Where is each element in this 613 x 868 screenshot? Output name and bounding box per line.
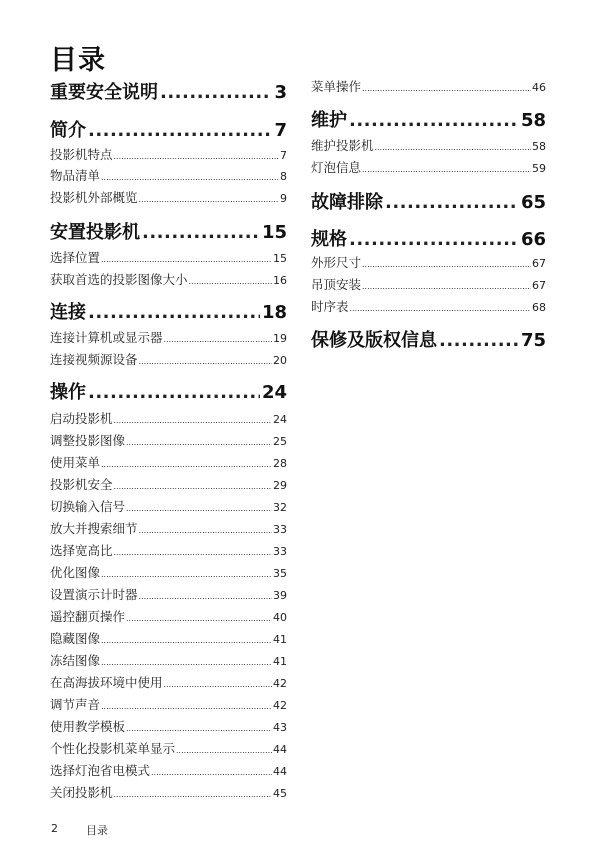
toc-entry-label: 优化图像 bbox=[50, 565, 101, 580]
toc-dot-leader bbox=[350, 304, 531, 313]
toc-dot-leader bbox=[439, 330, 519, 351]
toc-dot-leader bbox=[362, 84, 531, 93]
toc-dot-leader bbox=[126, 724, 272, 733]
toc-section-entry[interactable] bbox=[50, 453, 287, 471]
toc-entry-page-number: 24 bbox=[261, 382, 287, 403]
toc-dot-leader bbox=[362, 282, 531, 291]
toc-entry-label: 启动投影机 bbox=[50, 411, 113, 426]
toc-entry-page-number: 41 bbox=[273, 633, 287, 646]
toc-entry-label: 选择位置 bbox=[50, 250, 101, 265]
toc-entry-page-number: 18 bbox=[261, 302, 287, 323]
toc-entry-page-number: 15 bbox=[273, 252, 287, 265]
toc-entry-page-number: 9 bbox=[280, 192, 287, 205]
toc-dot-leader bbox=[101, 702, 272, 711]
toc-entry-label: 外形尺寸 bbox=[311, 255, 362, 270]
toc-entry-page-number: 15 bbox=[261, 222, 287, 243]
toc-entry-page-number: 45 bbox=[273, 787, 287, 800]
toc-chapter-entry[interactable] bbox=[311, 106, 546, 132]
toc-dot-leader bbox=[114, 152, 279, 161]
toc-dot-leader bbox=[88, 302, 260, 323]
toc-dot-leader bbox=[139, 526, 272, 535]
toc-entry-label: 投影机外部概览 bbox=[50, 190, 138, 205]
toc-entry-label: 使用菜单 bbox=[50, 455, 101, 470]
toc-entry-page-number: 8 bbox=[280, 170, 287, 183]
toc-dot-leader bbox=[101, 570, 272, 579]
toc-dot-leader bbox=[139, 357, 272, 366]
toc-entry-label: 保修及版权信息 bbox=[311, 330, 437, 351]
toc-entry-page-number: 25 bbox=[273, 435, 287, 448]
toc-entry-label: 获取首选的投影图像大小 bbox=[50, 272, 188, 287]
toc-dot-leader bbox=[385, 192, 519, 213]
toc-entry-page-number: 44 bbox=[273, 743, 287, 756]
toc-entry-label: 冻结图像 bbox=[50, 653, 101, 668]
toc-section-entry[interactable] bbox=[50, 328, 287, 346]
toc-entry-page-number: 46 bbox=[532, 81, 546, 94]
toc-entry-page-number: 20 bbox=[273, 354, 287, 367]
toc-section-entry[interactable] bbox=[50, 607, 287, 625]
toc-section-entry[interactable] bbox=[50, 166, 287, 184]
toc-entry-label: 在高海拔环境中使用 bbox=[50, 675, 163, 690]
toc-entry-label: 故障排除 bbox=[311, 192, 383, 213]
toc-dot-leader bbox=[176, 746, 272, 755]
toc-entry-page-number: 39 bbox=[273, 589, 287, 602]
toc-dot-leader bbox=[151, 768, 272, 777]
toc-entry-page-number: 42 bbox=[273, 699, 287, 712]
toc-dot-leader bbox=[88, 120, 272, 141]
toc-dot-leader bbox=[126, 614, 272, 623]
toc-entry-page-number: 33 bbox=[273, 523, 287, 536]
toc-entry-label: 吊顶安装 bbox=[311, 277, 362, 292]
toc-entry-page-number: 58 bbox=[520, 110, 546, 131]
toc-entry-label: 切换输入信号 bbox=[50, 499, 126, 514]
toc-entry-label: 个性化投影机菜单显示 bbox=[50, 741, 176, 756]
toc-entry-label: 安置投影机 bbox=[50, 222, 140, 243]
toc-entry-label: 选择宽高比 bbox=[50, 543, 113, 558]
toc-dot-leader bbox=[139, 592, 272, 601]
toc-chapter-entry[interactable] bbox=[50, 218, 287, 244]
toc-entry-label: 时序表 bbox=[311, 299, 349, 314]
toc-entry-label: 重要安全说明 bbox=[50, 82, 158, 103]
toc-section-entry[interactable] bbox=[50, 497, 287, 515]
toc-section-entry[interactable] bbox=[50, 673, 287, 691]
page-title: 目录 bbox=[50, 45, 106, 76]
toc-dot-leader bbox=[101, 658, 272, 667]
toc-chapter-entry[interactable] bbox=[50, 116, 287, 142]
toc-entry-label: 隐藏图像 bbox=[50, 631, 101, 646]
toc-entry-page-number: 68 bbox=[532, 301, 546, 314]
toc-entry-page-number: 67 bbox=[532, 279, 546, 292]
toc-dot-leader bbox=[88, 382, 260, 403]
toc-entry-label: 投影机特点 bbox=[50, 147, 113, 162]
toc-section-entry[interactable] bbox=[50, 585, 287, 603]
toc-entry-page-number: 41 bbox=[273, 655, 287, 668]
toc-dot-leader bbox=[114, 416, 272, 425]
toc-section-entry[interactable] bbox=[50, 563, 287, 581]
toc-section-entry[interactable] bbox=[50, 350, 287, 368]
toc-entry-page-number: 7 bbox=[274, 120, 287, 141]
toc-dot-leader bbox=[126, 504, 272, 513]
toc-entry-label: 放大并搜索细节 bbox=[50, 521, 138, 536]
toc-entry-page-number: 58 bbox=[532, 140, 546, 153]
toc-entry-page-number: 65 bbox=[520, 192, 546, 213]
toc-dot-leader bbox=[375, 143, 531, 152]
toc-entry-page-number: 33 bbox=[273, 545, 287, 558]
toc-section-entry[interactable] bbox=[50, 270, 287, 288]
toc-entry-page-number: 43 bbox=[273, 721, 287, 734]
toc-dot-leader bbox=[142, 222, 260, 243]
toc-section-entry[interactable] bbox=[50, 188, 287, 206]
toc-section-entry[interactable] bbox=[50, 739, 287, 757]
toc-entry-label: 关闭投影机 bbox=[50, 785, 113, 800]
toc-section-entry[interactable] bbox=[50, 431, 287, 449]
toc-entry-label: 菜单操作 bbox=[311, 79, 362, 94]
toc-entry-page-number: 3 bbox=[274, 82, 287, 103]
toc-section-entry[interactable] bbox=[50, 541, 287, 559]
toc-entry-page-number: 44 bbox=[273, 765, 287, 778]
toc-dot-leader bbox=[101, 460, 272, 469]
toc-section-entry[interactable] bbox=[50, 629, 287, 647]
toc-section-entry[interactable] bbox=[50, 695, 287, 713]
toc-entry-page-number: 59 bbox=[532, 162, 546, 175]
toc-dot-leader bbox=[114, 548, 272, 557]
toc-dot-leader bbox=[164, 335, 272, 344]
toc-dot-leader bbox=[101, 636, 272, 645]
toc-chapter-entry[interactable] bbox=[50, 298, 287, 324]
toc-section-entry[interactable] bbox=[311, 158, 546, 176]
toc-chapter-entry[interactable] bbox=[311, 188, 546, 214]
toc-section-entry[interactable] bbox=[50, 651, 287, 669]
toc-entry-label: 设置演示计时器 bbox=[50, 587, 138, 602]
toc-section-entry[interactable] bbox=[50, 783, 287, 801]
toc-entry-page-number: 40 bbox=[273, 611, 287, 624]
toc-entry-label: 连接计算机或显示器 bbox=[50, 330, 163, 345]
toc-entry-page-number: 75 bbox=[520, 330, 546, 351]
toc-entry-page-number: 24 bbox=[273, 413, 287, 426]
toc-entry-label: 连接视频源设备 bbox=[50, 352, 138, 367]
toc-section-entry[interactable] bbox=[311, 136, 546, 154]
toc-entry-label: 物品清单 bbox=[50, 168, 101, 183]
toc-entry-page-number: 35 bbox=[273, 567, 287, 580]
toc-entry-label: 维护 bbox=[311, 110, 347, 131]
toc-entry-label: 规格 bbox=[311, 229, 347, 250]
toc-dot-leader bbox=[101, 255, 272, 264]
toc-dot-leader bbox=[349, 110, 519, 131]
toc-dot-leader bbox=[164, 680, 272, 689]
toc-section-entry[interactable] bbox=[50, 475, 287, 493]
toc-entry-page-number: 42 bbox=[273, 677, 287, 690]
footer-label: 目录 bbox=[86, 824, 108, 837]
toc-dot-leader bbox=[114, 482, 272, 491]
toc-dot-leader bbox=[189, 277, 272, 286]
toc-entry-label: 操作 bbox=[50, 382, 86, 403]
toc-section-entry[interactable] bbox=[50, 761, 287, 779]
toc-dot-leader bbox=[101, 173, 279, 182]
toc-entry-page-number: 66 bbox=[520, 229, 546, 250]
toc-entry-page-number: 32 bbox=[273, 501, 287, 514]
toc-entry-label: 调整投影图像 bbox=[50, 433, 126, 448]
toc-chapter-entry[interactable] bbox=[311, 326, 546, 352]
toc-section-entry[interactable] bbox=[311, 253, 546, 271]
toc-entry-page-number: 29 bbox=[273, 479, 287, 492]
toc-entry-page-number: 67 bbox=[532, 257, 546, 270]
toc-entry-label: 使用教学模板 bbox=[50, 719, 126, 734]
toc-entry-label: 灯泡信息 bbox=[311, 160, 362, 175]
toc-section-entry[interactable] bbox=[50, 519, 287, 537]
footer-page-number: 2 bbox=[51, 822, 58, 835]
toc-entry-page-number: 16 bbox=[273, 274, 287, 287]
toc-section-entry[interactable] bbox=[50, 248, 287, 266]
toc-entry-label: 调节声音 bbox=[50, 697, 101, 712]
toc-section-entry[interactable] bbox=[311, 275, 546, 293]
toc-dot-leader bbox=[362, 165, 531, 174]
toc-entry-page-number: 7 bbox=[280, 149, 287, 162]
toc-dot-leader bbox=[349, 229, 519, 250]
toc-dot-leader bbox=[160, 82, 272, 103]
toc-dot-leader bbox=[114, 790, 272, 799]
toc-entry-label: 简介 bbox=[50, 120, 86, 141]
toc-chapter-entry[interactable] bbox=[50, 78, 287, 104]
toc-dot-leader bbox=[362, 260, 531, 269]
toc-entry-label: 连接 bbox=[50, 302, 86, 323]
toc-entry-label: 投影机安全 bbox=[50, 477, 113, 492]
toc-section-entry[interactable] bbox=[311, 297, 546, 315]
toc-section-entry[interactable] bbox=[50, 409, 287, 427]
toc-chapter-entry[interactable] bbox=[311, 225, 546, 251]
toc-entry-page-number: 28 bbox=[273, 457, 287, 470]
toc-entry-label: 维护投影机 bbox=[311, 138, 374, 153]
toc-section-entry[interactable] bbox=[50, 145, 287, 163]
toc-dot-leader bbox=[139, 195, 279, 204]
toc-entry-page-number: 19 bbox=[273, 332, 287, 345]
toc-section-entry[interactable] bbox=[311, 77, 546, 95]
toc-entry-label: 选择灯泡省电模式 bbox=[50, 763, 151, 778]
toc-entry-label: 遥控翻页操作 bbox=[50, 609, 126, 624]
toc-section-entry[interactable] bbox=[50, 717, 287, 735]
toc-chapter-entry[interactable] bbox=[50, 378, 287, 404]
toc-dot-leader bbox=[126, 438, 272, 447]
